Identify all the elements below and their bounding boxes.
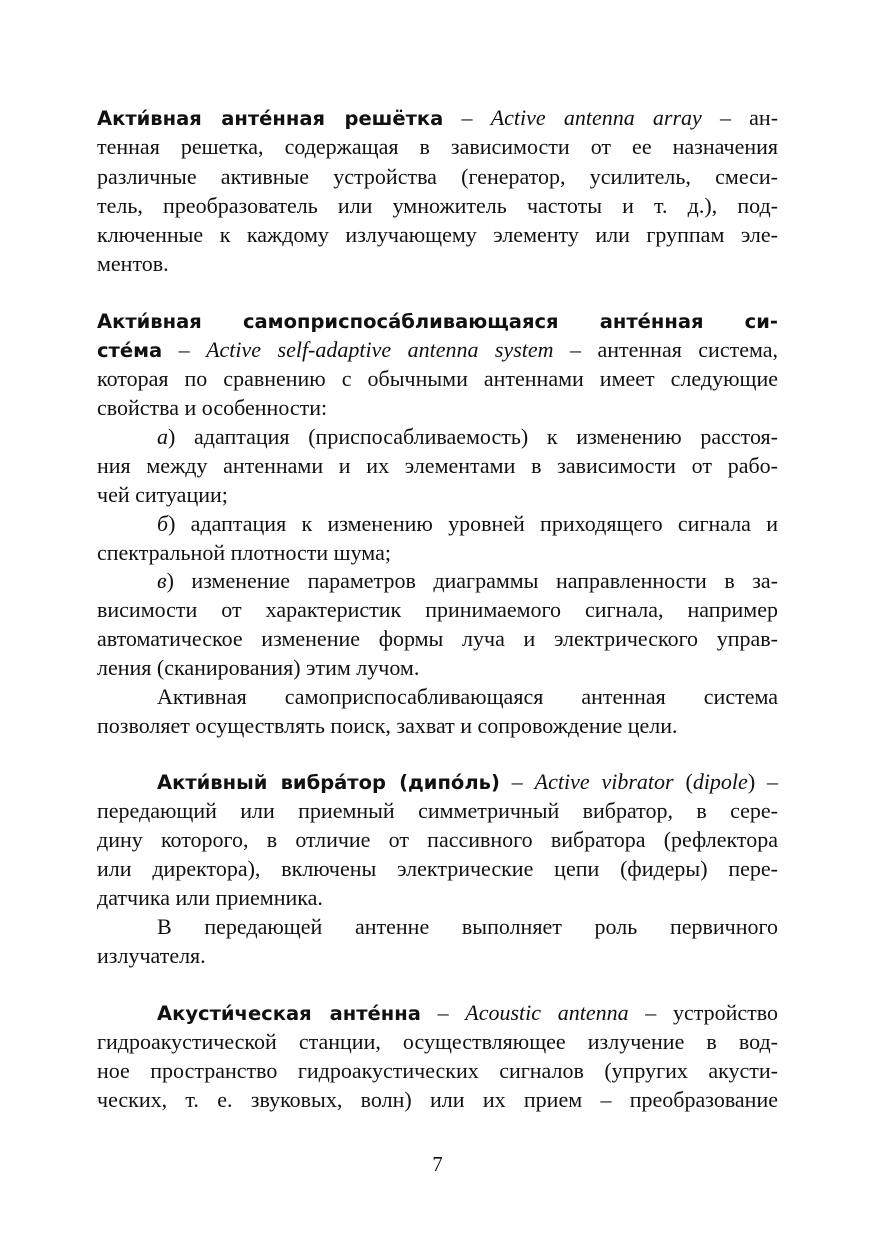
entry-2-term: Акти́вная самоприспоса́бливающаяся анте́нная си- — [97, 310, 778, 333]
text-line: ан- — [749, 105, 779, 130]
entry-4-term: Акусти́ческая анте́нна — [157, 1002, 421, 1025]
entry-1-english: Active antenna array — [490, 105, 702, 130]
entry-2-term-cont: сте́ма — [97, 339, 163, 362]
list-marker: в — [157, 568, 167, 593]
text-line: ) изменение параметров диаграммы направленности в за- — [166, 568, 778, 593]
text-line: спектральной плотности шума; — [97, 540, 391, 565]
dash: – — [570, 337, 582, 362]
text-line: Активная самоприспосабливающаяся антенная система — [157, 684, 778, 709]
list-item-b — [157, 510, 778, 538]
list-item-a — [157, 423, 778, 451]
text-line: ческих, т. е. звуковых, волн) или их прием – преобразование — [97, 1087, 778, 1112]
entry-3-english: Active vibrator — [534, 769, 674, 794]
list-marker: б — [157, 511, 169, 536]
entry-1-line-1 — [97, 104, 778, 132]
dash: – — [511, 769, 523, 794]
list-item-c — [157, 567, 778, 595]
text-line: ния между антеннами и их элементами в зависимости от рабо- — [97, 453, 778, 478]
entry-3-english-2: dipole — [692, 769, 748, 794]
text-line: позволяет осуществлять поиск, захват и сопровождение цели. — [97, 713, 678, 738]
entry-4-line-1 — [157, 999, 778, 1027]
paren: ) – — [747, 769, 779, 794]
text-line: гидроакустической станции, осуществляющее излучение в вод- — [97, 1029, 778, 1054]
text-line: В передающей антенне выполняет роль первичного — [157, 914, 778, 939]
text-line: ментов. — [97, 251, 169, 276]
paren: ( — [673, 769, 693, 794]
text-line: устройство — [672, 1000, 779, 1025]
page-number: 7 — [432, 1152, 443, 1176]
text-line: ное пространство гидроакустических сигналов (упругих акусти- — [97, 1058, 778, 1083]
text-line: которая по сравнению с обычными антеннами имеет следующие — [97, 366, 778, 391]
text-line: излучателя. — [97, 943, 206, 968]
entry-3-term: Акти́вный вибра́тор (дипо́ль) — [157, 771, 500, 794]
text-line: или директора), включены электрические цепи (фидеры) пере- — [97, 856, 778, 881]
text-line: антенная система, — [597, 337, 779, 362]
text-line: ) адаптация к изменению уровней приходящего сигнала и — [168, 511, 778, 536]
entry-3-line-1 — [157, 768, 778, 796]
text-line: тель, преобразователь или умножитель частоты и т. д.), под- — [97, 193, 778, 218]
entry-2-line-1 — [97, 307, 778, 335]
dash: – — [719, 105, 731, 130]
entry-1-term: Акти́вная анте́нная решётка — [97, 107, 444, 130]
text-line: ) адаптация (приспосабливаемость) к изменению расстоя- — [168, 424, 778, 449]
text-line: ключенные к каждому излучающему элементу или группам эле- — [97, 222, 778, 247]
text-line: дину которого, в отличие от пассивного вибратора (рефлектора — [97, 827, 778, 852]
dash: – — [437, 1000, 449, 1025]
dash: – — [645, 1000, 657, 1025]
entry-2-line-2 — [97, 336, 778, 364]
text-line: передающий или приемный симметричный вибратор, в сере- — [97, 798, 778, 823]
text-line: датчика или приемника. — [97, 885, 323, 910]
entry-2-english: Active self-adaptive antenna system — [206, 337, 554, 362]
text-line: автоматическое изменение формы луча и электрического управ- — [97, 626, 778, 651]
text-line: тенная решетка, содержащая в зависимости от ее назначения — [97, 134, 778, 159]
text-line: свойства и особенности: — [97, 395, 328, 420]
text-line: ления (сканирования) этим лучом. — [97, 655, 420, 680]
text-line: висимости от характеристик принимаемого сигнала, например — [97, 597, 778, 622]
dash: – — [461, 105, 473, 130]
text-line: чей ситуации; — [97, 482, 228, 507]
entry-4-english: Acoustic antenna — [465, 1000, 629, 1025]
text-line: различные активные устройства (генератор, усилитель, смеси- — [97, 164, 778, 189]
list-marker: а — [157, 424, 168, 449]
dash: – — [178, 337, 190, 362]
